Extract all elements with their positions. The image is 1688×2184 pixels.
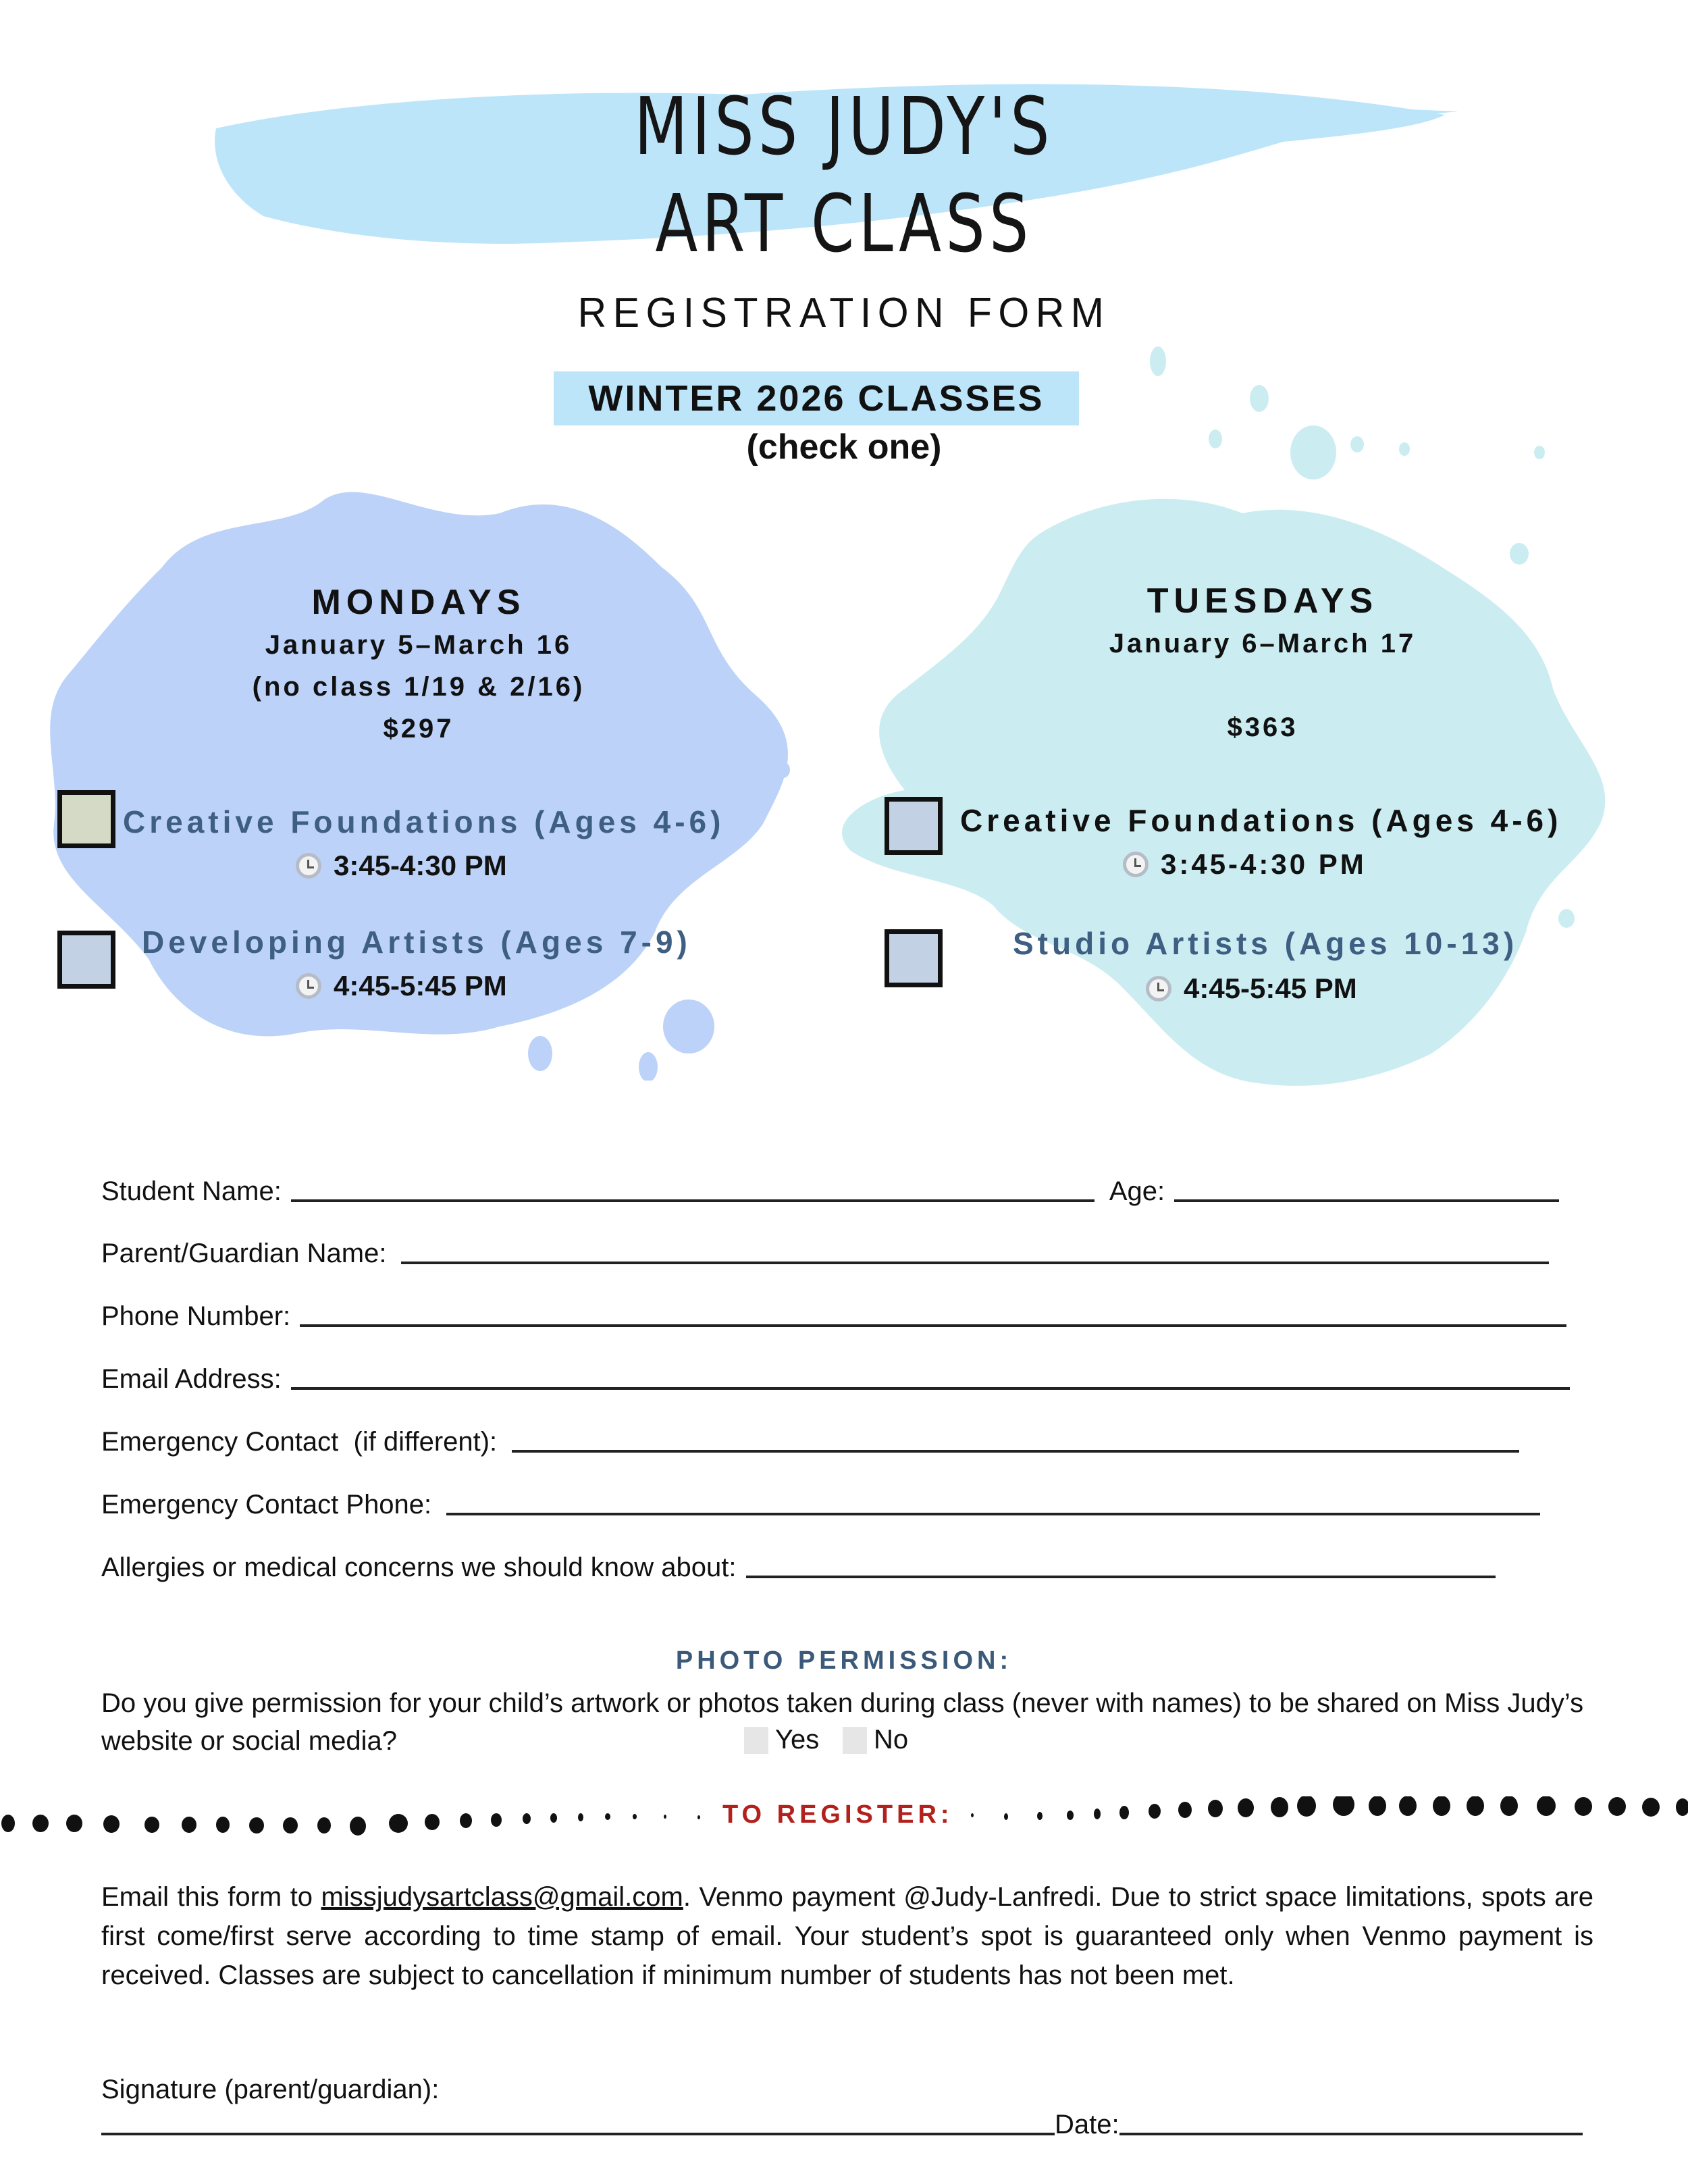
student-name-row: [101, 1175, 1587, 1207]
monday-class-2-time-text: 4:45-5:45 PM: [334, 970, 507, 1002]
photo-yes-checkbox[interactable]: [744, 1727, 768, 1754]
monday-class-2-title: Developing Artists (Ages 7-9): [142, 925, 691, 960]
photo-permission-question: Do you give permission for your child’s artwork or photos taken during class (never with names) to be shared on Miss Judy’s website or social media?: [101, 1688, 1584, 1756]
tuesday-class-1-title: Creative Foundations (Ages 4-6): [960, 803, 1562, 838]
checkbox-tuesday-studio-artists[interactable]: [885, 929, 943, 987]
photo-no-checkbox[interactable]: [843, 1727, 867, 1754]
clock-icon: [1123, 852, 1149, 877]
email-label: Email Address:: [101, 1364, 282, 1394]
tuesdays-spacer: [993, 665, 1533, 706]
tuesdays-dates: January 6–March 17: [1109, 629, 1417, 658]
emergency-contact-row: [101, 1426, 1519, 1458]
age-label: Age:: [1109, 1176, 1165, 1206]
emergency-phone-label: Emergency Contact Phone:: [101, 1490, 432, 1519]
logo-line-1: MISS JUDY'S: [634, 80, 1054, 173]
to-register-heading: TO REGISTER:: [722, 1800, 953, 1829]
phone-input[interactable]: [300, 1324, 1566, 1327]
logo-line-2: ART CLASS: [655, 177, 1033, 270]
register-text-after: . Venmo payment @Judy-Lanfredi. Due to strict space limitations, spots are first come/first serve according to time stamp of email. Your student’s spot is guaranteed only when Venmo payment is received. Classes are subject to cancellation if minimum number of students has not been met.: [101, 1882, 1593, 1990]
signature-input[interactable]: [101, 2133, 1055, 2135]
clock-icon: [296, 853, 321, 879]
tuesday-paint-blob: [824, 473, 1634, 1114]
tuesdays-price: $363: [1227, 712, 1298, 742]
email-input[interactable]: [291, 1387, 1570, 1390]
allergies-label: Allergies or medical concerns we should know about:: [101, 1553, 737, 1582]
monday-class-1-time-text: 3:45-4:30 PM: [334, 850, 507, 881]
parent-name-label: Parent/Guardian Name:: [101, 1239, 387, 1268]
emergency-phone-row: [101, 1488, 1540, 1521]
tuesday-class-2-time-text: 4:45-5:45 PM: [1184, 972, 1357, 1004]
tuesdays-info: [993, 579, 1533, 748]
check-one-instruction: (check one): [746, 427, 942, 467]
clock-icon: [296, 973, 321, 999]
email-row: [101, 1363, 1570, 1395]
phone-row: [101, 1300, 1566, 1332]
season-title: WINTER 2026 CLASSES: [588, 378, 1045, 419]
tuesday-class-2-time: [1146, 972, 1357, 1005]
tuesdays-title: TUESDAYS: [1146, 581, 1379, 621]
date-input[interactable]: [1119, 2133, 1583, 2135]
allergies-row: [101, 1551, 1496, 1584]
photo-yes-option[interactable]: [744, 1725, 819, 1755]
photo-no-option[interactable]: [843, 1725, 908, 1755]
photo-no-label: No: [874, 1725, 909, 1754]
photo-permission-heading: PHOTO PERMISSION:: [675, 1646, 1013, 1675]
mondays-dates: January 5–March 16: [265, 630, 573, 660]
tuesday-class-1-time-text: 3:45-4:30 PM: [1161, 848, 1367, 880]
emergency-contact-label: Emergency Contact (if different):: [101, 1427, 498, 1457]
checkbox-monday-creative-foundations[interactable]: [57, 790, 115, 848]
monday-class-1-time: [296, 850, 507, 882]
signature-label: Signature (parent/guardian):: [101, 2075, 440, 2104]
register-email-link[interactable]: missjudysartclass@gmail.com: [321, 1882, 683, 1912]
student-name-label: Student Name:: [101, 1176, 282, 1206]
parent-name-input[interactable]: [401, 1262, 1549, 1264]
form-title: REGISTRATION FORM: [577, 290, 1111, 336]
tuesday-class-2-title: Studio Artists (Ages 10-13): [1013, 926, 1519, 961]
emergency-phone-input[interactable]: [446, 1513, 1540, 1515]
emergency-contact-input[interactable]: [512, 1450, 1519, 1453]
register-instructions: [101, 1877, 1593, 1995]
phone-label: Phone Number:: [101, 1301, 291, 1331]
tuesday-class-1-time: [1123, 848, 1367, 881]
signature-row: [101, 2108, 1593, 2141]
mondays-title: MONDAYS: [311, 583, 526, 622]
photo-yes-label: Yes: [775, 1725, 820, 1754]
register-text-before: Email this form to: [101, 1882, 321, 1912]
checkbox-monday-developing-artists[interactable]: [57, 931, 115, 989]
student-name-input[interactable]: [291, 1199, 1094, 1202]
mondays-info: [149, 581, 689, 750]
checkbox-tuesday-creative-foundations[interactable]: [885, 797, 943, 855]
allergies-input[interactable]: [746, 1576, 1496, 1578]
monday-class-1-title: Creative Foundations (Ages 4-6): [123, 804, 725, 839]
parent-name-row: [101, 1237, 1549, 1270]
mondays-note: (no class 1/19 & 2/16): [252, 672, 585, 702]
mondays-price: $297: [383, 714, 454, 744]
monday-class-2-time: [296, 970, 507, 1002]
age-input[interactable]: [1174, 1199, 1559, 1202]
clock-icon: [1146, 976, 1171, 1002]
date-label: Date:: [1055, 2110, 1119, 2139]
